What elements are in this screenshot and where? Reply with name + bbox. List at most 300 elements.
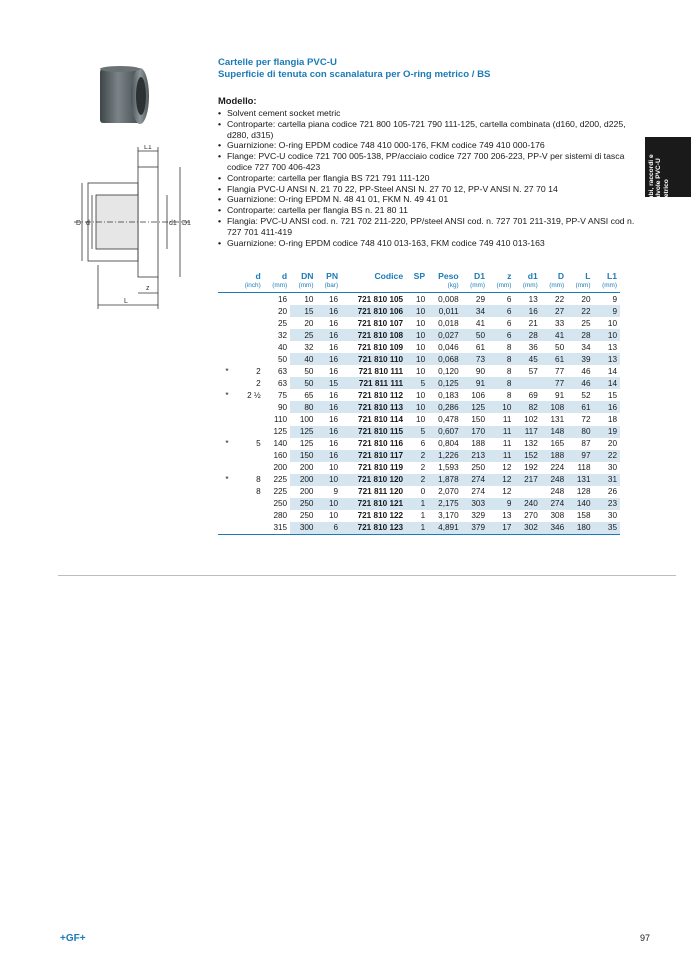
table-cell: 125 <box>462 401 488 413</box>
table-cell: 158 <box>576 511 591 521</box>
table-cell: 250 <box>471 463 486 473</box>
table-cell: 14 <box>607 366 617 376</box>
unit-label: (mm) <box>541 281 567 293</box>
unit-label <box>341 281 406 293</box>
table-units-row <box>218 281 620 293</box>
table-cell: 63 <box>278 378 288 388</box>
table-cell: 248 <box>550 487 565 497</box>
table-cell: 41 <box>475 318 486 328</box>
table-cell: 26 <box>607 487 617 497</box>
table-cell <box>236 401 264 413</box>
table-cell: 40 <box>290 353 316 365</box>
table-cell <box>236 329 264 341</box>
table-cell <box>236 293 264 306</box>
table-cell <box>236 341 264 353</box>
table-cell: 2 ½ <box>247 390 261 400</box>
table-cell: 180 <box>567 522 593 535</box>
table-cell: 87 <box>581 439 591 449</box>
table-cell: 188 <box>471 439 486 449</box>
table-row <box>218 341 620 353</box>
label-D: D <box>76 220 82 227</box>
table-cell: 16 <box>316 426 341 438</box>
table-row <box>218 438 620 450</box>
table-cell: 150 <box>471 414 486 424</box>
table-cell: 10 <box>406 329 428 341</box>
table-cell: 0,008 <box>438 294 459 304</box>
table-cell: 2,070 <box>438 487 459 497</box>
code-cell: 721 810 119 <box>358 463 404 473</box>
table-cell: 329 <box>471 511 486 521</box>
code-cell: 721 810 117 <box>341 450 406 462</box>
table-cell: 30 <box>607 463 617 473</box>
table-row <box>218 317 620 329</box>
label-D1: D1 <box>182 220 191 227</box>
column-header: L1 <box>606 270 617 281</box>
table-cell: 9 <box>612 294 617 304</box>
table-cell: 188 <box>541 450 567 462</box>
table-cell: 280 <box>273 511 288 521</box>
table-cell: 73 <box>462 353 488 365</box>
table-cell: 6 <box>506 294 512 304</box>
table-cell: 274 <box>462 474 488 486</box>
table-cell <box>236 353 264 365</box>
bullet-list <box>218 108 648 248</box>
bullet-item: • Guarnizione: O-ring EPDM codice 748 410 013-163, FKM codice 749 410 013-163 <box>218 238 648 249</box>
table-cell: 45 <box>514 353 540 365</box>
table-cell: 250 <box>299 511 314 521</box>
table-cell: 13 <box>528 294 538 304</box>
table-cell: 52 <box>581 390 591 400</box>
table-cell: 0,068 <box>428 353 462 365</box>
table-cell: 10 <box>416 366 426 376</box>
table-row <box>218 401 620 413</box>
code-cell: 721 810 112 <box>358 390 404 400</box>
table-row <box>218 462 620 474</box>
column-header: L <box>585 270 591 281</box>
table-cell: 10 <box>406 401 428 413</box>
bullet-item: • Controparte: cartella per flangia BS n. 21 80 11 <box>218 205 648 216</box>
table-cell: 82 <box>514 401 540 413</box>
table-cell: 1 <box>406 522 428 535</box>
table-cell: 346 <box>541 522 567 535</box>
code-cell: 721 810 108 <box>341 329 406 341</box>
table-cell: 12 <box>502 463 512 473</box>
table-cell: 11 <box>488 426 514 438</box>
bullet-item: • Flangia: PVC-U ANSI cod. n. 721 702 211-220, PP/steel ANSI cod. n. 727 701 211-319, PP-V ANSI cod n. 727 701 411-419 <box>218 216 648 238</box>
table-cell <box>218 401 236 413</box>
table-cell <box>236 317 264 329</box>
table-cell: 16 <box>514 305 540 317</box>
table-cell: 39 <box>567 353 593 365</box>
table-cell: 308 <box>550 511 565 521</box>
table-cell: 0,011 <box>428 305 462 317</box>
table-cell <box>218 510 236 522</box>
table-cell: 15 <box>290 305 316 317</box>
table-cell: 77 <box>541 377 567 389</box>
table-cell: 148 <box>541 426 567 438</box>
code-cell: 721 810 113 <box>341 401 406 413</box>
table-row <box>218 510 620 522</box>
table-cell <box>514 377 540 389</box>
unit-label <box>218 281 236 293</box>
table-cell: 16 <box>328 414 339 424</box>
table-cell <box>218 522 236 535</box>
table-cell: 100 <box>299 414 314 424</box>
table-cell: 12 <box>502 487 512 497</box>
table-row <box>218 498 620 510</box>
table-cell <box>218 353 236 365</box>
table-cell: 50 <box>278 354 288 364</box>
table-cell: 10 <box>416 342 426 352</box>
column-header: DN <box>301 270 314 281</box>
table-cell: 131 <box>567 474 593 486</box>
table-cell: 8 <box>488 353 514 365</box>
table-cell: 22 <box>555 294 565 304</box>
table-cell: 117 <box>514 426 540 438</box>
table-cell: 140 <box>273 439 288 449</box>
table-cell: 36 <box>528 342 538 352</box>
table-cell: 213 <box>462 450 488 462</box>
table-cell: 32 <box>278 330 288 340</box>
unit-label <box>406 281 428 293</box>
table-cell: 131 <box>550 414 565 424</box>
table-cell: 9 <box>333 487 339 497</box>
code-cell: 721 810 122 <box>357 511 404 521</box>
table-cell: 1,226 <box>428 450 462 462</box>
table-cell: 0,018 <box>438 318 459 328</box>
table-cell: 10 <box>416 414 426 424</box>
table-cell: 13 <box>607 342 617 352</box>
table-cell: 0,027 <box>428 329 462 341</box>
table-cell: 16 <box>316 329 341 341</box>
table-cell: 63 <box>278 366 288 376</box>
table-cell: 274 <box>471 487 486 497</box>
dimension-drawing <box>52 145 212 315</box>
table-cell: 225 <box>273 475 288 485</box>
code-cell: 721 810 106 <box>341 305 406 317</box>
column-header <box>218 270 236 281</box>
table-cell <box>218 341 236 353</box>
table-cell <box>218 426 236 438</box>
table-cell: * <box>225 439 229 449</box>
table-cell <box>218 377 236 389</box>
table-cell: 91 <box>462 377 488 389</box>
table-row <box>218 389 620 401</box>
table-cell: 20 <box>278 306 288 316</box>
table-cell: 1,593 <box>438 463 459 473</box>
column-header: z <box>507 270 512 281</box>
table-cell: 6 <box>488 305 514 317</box>
table-cell: 0,607 <box>428 426 462 438</box>
table-cell <box>236 522 264 535</box>
table-cell: 14 <box>594 377 620 389</box>
table-cell: 16 <box>278 294 288 304</box>
table-cell: 250 <box>290 498 316 510</box>
table-cell: 1,878 <box>428 474 462 486</box>
table-cell: 16 <box>328 390 339 400</box>
table-cell: 2 <box>406 450 428 462</box>
code-cell: 721 810 109 <box>357 342 404 352</box>
table-row <box>218 426 620 438</box>
table-cell: 170 <box>462 426 488 438</box>
table-cell: 12 <box>488 474 514 486</box>
bullet-item: • Controparte: cartella piana codice 721 800 105-721 790 111-125, cartella combinata (d160, d200, d225, d280, d315) <box>218 119 648 141</box>
table-cell: 27 <box>541 305 567 317</box>
table-cell <box>236 305 264 317</box>
code-cell: 721 810 111 <box>358 366 404 376</box>
label-L1: L1 <box>144 145 152 151</box>
code-cell: 721 810 115 <box>341 426 406 438</box>
table-cell: 0 <box>420 487 426 497</box>
table-row <box>218 305 620 317</box>
table-cell: * <box>225 366 229 376</box>
table-cell: 118 <box>577 463 591 473</box>
model-heading: Modello: <box>218 95 257 106</box>
table-cell: 1 <box>420 511 426 521</box>
table-cell: 110 <box>274 414 288 424</box>
table-cell: 5 <box>256 439 261 449</box>
table-cell: 10 <box>328 511 339 521</box>
table-cell: 8 <box>488 377 514 389</box>
table-cell: 20 <box>304 318 314 328</box>
table-cell <box>236 510 264 522</box>
table-cell: 25 <box>290 329 316 341</box>
table-cell: 13 <box>594 353 620 365</box>
table-cell: 50 <box>462 329 488 341</box>
table-cell: 300 <box>290 522 316 535</box>
label-z: z <box>146 285 150 292</box>
table-cell: 132 <box>524 439 538 449</box>
unit-label: (mm) <box>567 281 593 293</box>
code-cell: 721 810 120 <box>341 474 406 486</box>
code-cell: 721 811 120 <box>358 487 404 497</box>
table-cell: 8 <box>506 342 512 352</box>
table-cell: 91 <box>555 390 565 400</box>
unit-label: (mm) <box>290 281 316 293</box>
column-header: D <box>557 270 565 281</box>
unit-label: (mm) <box>264 281 290 293</box>
table-cell: 8 <box>256 487 261 497</box>
table-cell: 125 <box>290 426 316 438</box>
table-cell: 224 <box>550 463 565 473</box>
table-cell: 16 <box>316 305 341 317</box>
table-cell: 125 <box>299 439 314 449</box>
table-cell: 192 <box>524 463 538 473</box>
table-cell: 8 <box>256 475 261 485</box>
table-cell <box>218 413 236 425</box>
table-cell: 80 <box>290 401 316 413</box>
table-cell <box>218 462 236 474</box>
table-cell: 10 <box>416 390 426 400</box>
table-cell: 97 <box>567 450 593 462</box>
bullet-item: • Guarnizione: O-ring EPDM codice 748 410 000-176, FKM codice 749 410 000-176 <box>218 140 648 151</box>
table-cell: 20 <box>581 294 591 304</box>
table-cell: 303 <box>462 498 488 510</box>
table-body <box>218 293 620 535</box>
table-cell <box>236 462 264 474</box>
table-cell: 16 <box>328 294 339 304</box>
table-cell: 16 <box>328 318 339 328</box>
table-cell: 217 <box>514 474 540 486</box>
code-cell: 721 810 123 <box>341 522 406 535</box>
table-cell: 46 <box>581 366 591 376</box>
table-cell: 50 <box>555 342 565 352</box>
table-cell: 5 <box>406 377 428 389</box>
table-cell: 31 <box>594 474 620 486</box>
column-header: SP <box>413 270 426 281</box>
unit-label: (mm) <box>514 281 540 293</box>
table-cell: 72 <box>581 414 591 424</box>
table-cell: 41 <box>541 329 567 341</box>
table-cell <box>514 486 540 498</box>
table-cell <box>218 450 236 462</box>
table-cell: 16 <box>316 353 341 365</box>
table-cell: 0,046 <box>438 342 459 352</box>
table-cell: 50 <box>290 377 316 389</box>
table-row <box>218 413 620 425</box>
table-cell: 106 <box>471 390 486 400</box>
column-header: d <box>255 270 261 281</box>
page-subtitle: Superficie di tenuta con scanalatura per O-ring metrico / BS <box>218 69 491 80</box>
table-cell: 28 <box>567 329 593 341</box>
table-cell: 10 <box>488 401 514 413</box>
table-cell: 10 <box>328 463 339 473</box>
table-cell: 15 <box>316 377 341 389</box>
table-cell: 11 <box>488 450 514 462</box>
table-cell: 18 <box>607 414 617 424</box>
page-number: 97 <box>640 933 651 943</box>
table-cell: 61 <box>475 342 486 352</box>
table-cell: 25 <box>278 318 288 328</box>
table-cell: 0,804 <box>438 439 459 449</box>
table-cell: 10 <box>594 329 620 341</box>
section-tab-label: Tubi, raccordi e valvole PVC-U metrico <box>648 154 670 203</box>
product-photo <box>92 64 152 128</box>
table-cell: 10 <box>607 318 617 328</box>
table-cell: 5 <box>406 426 428 438</box>
code-cell: 721 810 121 <box>341 498 406 510</box>
table-cell: 32 <box>304 342 314 352</box>
unit-label: (kg) <box>428 281 462 293</box>
code-cell: 721 810 114 <box>358 414 404 424</box>
bullet-item: • Flange: PVC-U codice 721 700 005-138, PP/acciaio codice 727 700 206-223, PP-V per sistemi di tasca codice 727 700 406-423 <box>218 151 648 173</box>
table-cell: 30 <box>607 511 617 521</box>
table-row <box>218 522 620 535</box>
table-cell: 19 <box>594 426 620 438</box>
table-cell: 128 <box>576 487 591 497</box>
table-cell <box>218 498 236 510</box>
table-cell: 152 <box>514 450 540 462</box>
table-cell: 240 <box>514 498 540 510</box>
table-cell <box>218 293 236 306</box>
table-cell: 108 <box>541 401 567 413</box>
table-cell: 16 <box>594 401 620 413</box>
table-cell: 80 <box>567 426 593 438</box>
table-cell: 6 <box>488 329 514 341</box>
table-cell: 40 <box>278 342 288 352</box>
table-cell: 16 <box>328 439 339 449</box>
column-header: D1 <box>474 270 486 281</box>
table-row <box>218 450 620 462</box>
table-cell: 15 <box>607 390 617 400</box>
table-cell <box>218 317 236 329</box>
table-cell: 90 <box>278 402 288 412</box>
table-cell: 200 <box>273 463 288 473</box>
table-cell: * <box>225 390 229 400</box>
table-cell: 61 <box>541 353 567 365</box>
column-header: Peso <box>438 270 459 281</box>
table-cell <box>236 450 264 462</box>
table-cell: 125 <box>273 427 288 437</box>
table-cell: 75 <box>278 390 288 400</box>
table-cell: 10 <box>304 294 314 304</box>
table-cell: 6 <box>506 318 512 328</box>
table-cell: 10 <box>406 353 428 365</box>
table-cell: 10 <box>416 294 426 304</box>
table-cell: 9 <box>488 498 514 510</box>
column-header: PN <box>326 270 339 281</box>
table-cell: 270 <box>524 511 538 521</box>
table-cell: 22 <box>567 305 593 317</box>
table-cell: 20 <box>607 439 617 449</box>
table-cell: 200 <box>290 474 316 486</box>
code-cell: 721 810 110 <box>341 353 406 365</box>
table-cell <box>236 426 264 438</box>
table-cell: 274 <box>541 498 567 510</box>
table-cell <box>218 486 236 498</box>
table-cell: 10 <box>316 498 341 510</box>
table-cell: 50 <box>304 366 314 376</box>
spec-table <box>218 270 620 535</box>
table-cell: 34 <box>581 342 591 352</box>
table-cell: 10 <box>406 305 428 317</box>
bullet-item: • Guarnizione: O-ring EPDM N. 48 41 01, FKM N. 49 41 01 <box>218 194 648 205</box>
unit-label: (mm) <box>594 281 620 293</box>
unit-label: (mm) <box>462 281 488 293</box>
table-cell: 46 <box>567 377 593 389</box>
table-cell: 16 <box>316 450 341 462</box>
brand-logo: +GF+ <box>60 933 86 944</box>
table-cell <box>236 413 264 425</box>
code-cell: 721 811 111 <box>341 377 406 389</box>
code-cell: 721 810 105 <box>357 294 404 304</box>
table-cell: 34 <box>462 305 488 317</box>
table-cell: 102 <box>524 414 538 424</box>
table-cell: 3,170 <box>438 511 459 521</box>
table-row <box>218 329 620 341</box>
table-cell: * <box>225 475 229 485</box>
table-cell: 17 <box>488 522 514 535</box>
table-cell: 0,286 <box>428 401 462 413</box>
divider <box>58 575 676 576</box>
table-cell: 2 <box>256 378 261 388</box>
table-cell: 248 <box>541 474 567 486</box>
table-cell: 160 <box>273 451 288 461</box>
table-cell: 8 <box>506 390 512 400</box>
table-cell <box>218 305 236 317</box>
table-cell: 0,120 <box>438 366 459 376</box>
table-cell: 29 <box>475 294 486 304</box>
table-cell: 1 <box>406 498 428 510</box>
table-cell <box>236 498 264 510</box>
code-cell: 721 810 116 <box>358 439 404 449</box>
table-cell: 65 <box>304 390 314 400</box>
table-cell: 165 <box>550 439 565 449</box>
table-cell: 0,478 <box>438 414 459 424</box>
table-cell: 250 <box>273 499 288 509</box>
table-cell: 150 <box>290 450 316 462</box>
table-cell: 33 <box>555 318 565 328</box>
